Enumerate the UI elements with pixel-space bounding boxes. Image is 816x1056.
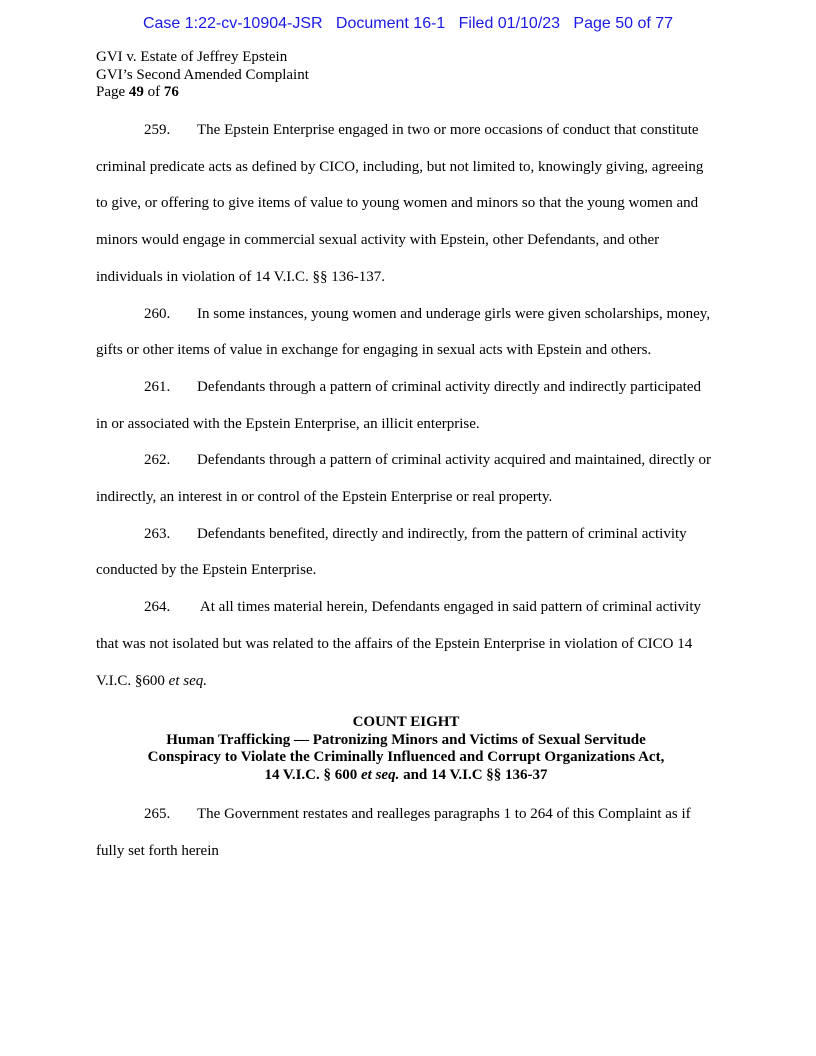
paragraph-text: Defendants through a pattern of criminal activity acquired and maintained, directly or indirectly, an interest in or control of the Epstein Enterprise or real property. [96,452,711,506]
count-title: COUNT EIGHT [352,714,460,731]
document-caption [96,49,309,102]
paragraph-number: 264. [144,599,171,616]
paragraph-264 [96,589,716,699]
filing-stamp-header [0,14,816,34]
paragraph-260 [96,296,716,369]
paragraph-number: 265. [144,806,171,823]
count-statute-a: 14 V.I.C. § 600 [264,766,361,783]
stamp-filed-date: Filed 01/10/23 [458,15,561,32]
paragraph-262 [96,442,716,515]
paragraph-text: Defendants benefited, directly and indirectly, from the pattern of criminal activity conducted by the Epstein Enterprise. [96,525,687,579]
caption-page-total: 76 [163,84,179,100]
caption-page-of: of [143,84,164,100]
caption-page-label: Page [96,84,129,100]
paragraph-text: In some instances, young women and underage girls were given scholarships, money, gifts or other items of value in exchange for engaging in sexual acts with Epstein and others. [96,305,711,359]
paragraph-number: 262. [144,452,171,469]
count-subtitle-line: Conspiracy to Violate the Criminally Influenced and Corrupt Organizations Act, [147,749,665,766]
paragraph-italic-text: et seq. [168,672,207,689]
paragraph-text: At all times material herein, Defendants engaged in said pattern of criminal activity that was not isolated but was related to the affairs of the Epstein Enterprise in violation of CICO 14 V.I.C. §600 [96,599,701,689]
count-subtitle-line: Human Trafficking — Patronizing Minors and Victims of Sexual Servitude [166,731,646,748]
paragraph-number: 261. [144,378,171,395]
caption-page-current: 49 [128,84,144,100]
count-statute-b: and 14 V.I.C §§ 136-37 [399,766,548,783]
caption-document-title: GVI’s Second Amended Complaint [96,66,309,83]
stamp-case-number: Case 1:22-cv-10904-JSR [142,15,323,32]
count-subtitle-line [96,767,716,785]
paragraph-265 [96,796,716,869]
paragraph-text: The Government restates and realleges paragraphs 1 to 264 of this Complaint as if fully set forth herein [96,806,691,859]
caption-case-title: GVI v. Estate of Jeffrey Epstein [96,49,288,65]
paragraph-text: The Epstein Enterprise engaged in two or more occasions of conduct that constitute criminal predicate acts as defined by CICO, including, but not limited to, knowingly giving, agreeing to give, or offering to give items of value to young women and minors so that the young women and minors would engage in commercial sexual activity with Epstein, other Defendants, and other individuals in violation of 14 V.I.C. §§ 136-137. [96,122,704,285]
paragraph-number: 260. [144,305,171,322]
count-eight-heading [96,714,716,784]
count-statute-italic: et seq. [361,766,400,783]
paragraph-263 [96,516,716,589]
document-body [96,112,716,870]
caption-page-number [96,84,309,102]
paragraph-number: 263. [144,525,171,542]
paragraph-text: Defendants through a pattern of criminal activity directly and indirectly participated in or associated with the Epstein Enterprise, an illicit enterprise. [96,378,701,432]
stamp-page-number: Page 50 of 77 [573,15,674,32]
paragraph-number: 259. [144,122,171,138]
stamp-document-number: Document 16-1 [335,15,446,32]
paragraph-261 [96,369,716,442]
paragraph-259 [96,112,716,296]
